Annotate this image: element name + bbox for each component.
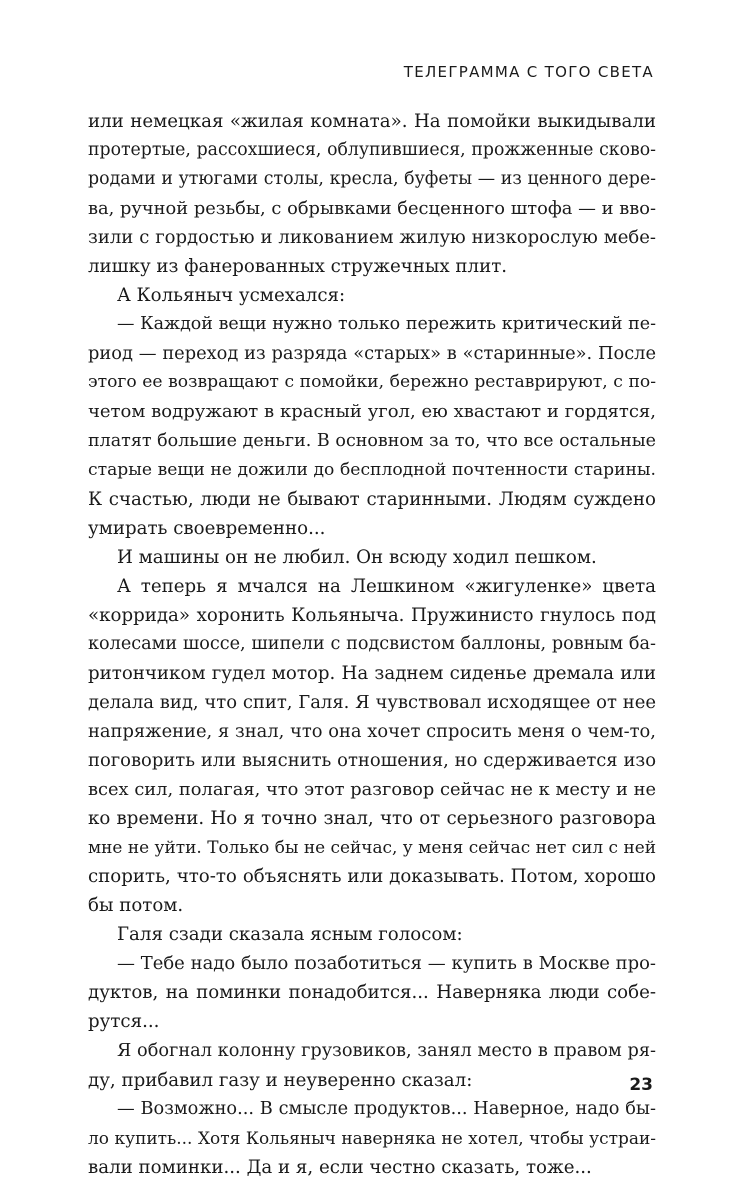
text-line: рутся... [88,1011,160,1033]
text-line: риод — переход из разряда «старых» в «старинные». После [88,343,656,365]
text-line: делала вид, что спит, Галя. Я чувствовал исходящее от нее [88,691,656,713]
text-line: или немецкая «жилая комната». На помойки выкидывали [88,111,656,132]
text-line: мне не уйти. Только бы не сейчас, у меня сейчас нет сил с ней [88,837,656,858]
text-line: четом водружают в красный угол, ею хвастают и гордятся, [88,401,656,423]
text-line: — Возможно... В смысле продуктов... Наверное, надо бы- [117,1098,656,1119]
text-line: дуктов, на поминки понадобится... Наверняка люди собе- [88,982,656,1004]
text-line: спорить, что-то объяснять или доказывать. Потом, хорошо [88,866,656,888]
text-line: всех сил, полагая, что этот разговор сейчас не к месту и не [88,779,656,801]
text-line: — Тебе надо было позаботиться — купить в Москве про- [117,953,656,975]
text-line: старые вещи не дожили до бесплодной почтенности старины. [88,459,656,480]
text-line: напряжение, я знал, что она хочет спросить меня о чем-то, [88,720,656,742]
text-line: — Каждой вещи нужно только пережить критический пе- [117,314,656,335]
text-line: А Кольяныч усмехался: [117,285,346,307]
text-line: родами и утюгами столы, кресла, буфеты — из ценного дере- [88,169,656,190]
text-line: Галя сзади сказала ясным голосом: [117,924,463,946]
body-text [88,107,656,1182]
text-line: Я обогнал колонну грузовиков, занял место в правом ря- [117,1040,656,1061]
text-line: К счастью, люди не бывают старинными. Людям суждено [88,488,656,510]
text-line: лишку из фанерованных стружечных плит. [88,256,508,278]
text-line: бы потом. [88,895,184,917]
text-line: этого ее возвращают с помойки, бережно реставрируют, с по- [88,372,656,393]
text-line: протертые, рассохшиеся, облупившиеся, прожженные сково- [88,140,656,161]
text-line: платят большие деньги. В основном за то, что все остальные [88,430,656,451]
text-line: А теперь я мчался на Лешкином «жигуленке» цвета [117,575,656,597]
text-line: поговорить или выяснить отношения, но сдерживается изо [88,750,656,772]
text-line: колесами шоссе, шипели с подсвистом баллоны, ровным ба- [88,633,656,654]
text-line: ва, ручной резьбы, с обрывками бесценного штофа — и вво- [88,198,656,220]
text-line: умирать своевременно... [88,517,326,539]
text-line: И машины он не любил. Он всюду ходил пешком. [117,546,597,568]
text-line: ко времени. Но я точно знал, что от серьезного разговора [88,808,656,830]
text-line: ло купить... Хотя Кольяныч наверняка не хотел, чтобы устраи- [88,1127,656,1148]
text-line: ритончиком гудел мотор. На заднем сиденье дремала или [88,662,656,684]
text-line: ду, прибавил газу и неуверенно сказал: [88,1069,473,1091]
text-line: «коррида» хоронить Кольяныча. Пружинисто гнулось под [88,604,656,626]
text-line: вали поминки... Да и я, если честно сказать, тоже... [88,1156,592,1178]
page-number: 23 [629,1075,653,1095]
text-line: зили с гордостью и ликованием жилую низкорослую мебе- [88,227,656,249]
running-head-title: ТЕЛЕГРАММА С ТОГО СВЕТА [403,63,654,81]
